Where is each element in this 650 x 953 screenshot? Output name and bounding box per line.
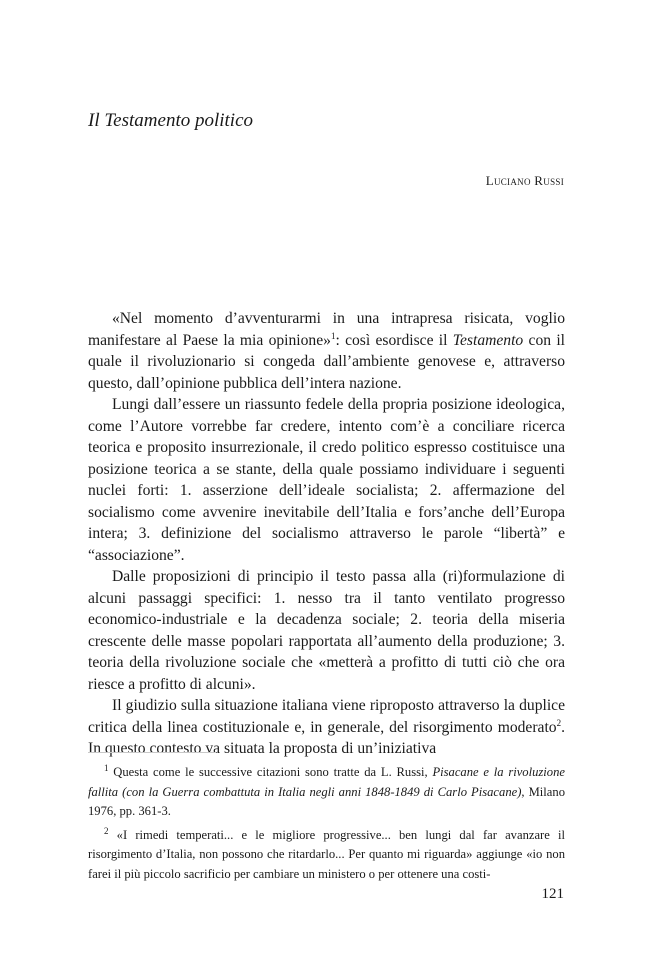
page-number: 121 xyxy=(541,886,564,902)
footnote-divider xyxy=(88,752,216,753)
footnote-ref: 2 xyxy=(556,717,562,728)
footnote: $^2$ «I rimedi temperati... e le migliore progressive... ben lungi dal far avanzare il risorgimento d’Italia, non possono che ritardarlo... Per quanto mi riguarda» aggiunge «io non farei il più piccolo sacrificio per cambiare un ministero o per ottenere una costi- xyxy=(88,825,565,881)
paragraph: Lungi dall’essere un riassunto fedele della propria posizione ideologica, come l’Autore vorrebbe far credere, intento com’è a conciliare ricerca teorica e proposito insurrezionale, il credo politico espresso costituisce una posizione teorica a se stante, della quale possiamo individuare i seguenti nuclei forti: 1. asserzione dell’ideale socialista; 2. affermazione del socialismo come avvenire inevitabile dell’Italia e fors’anche dell’Europa intera; 3. definizione del socialismo attraverso le parole “libertà” e “associazione”. xyxy=(88,396,565,564)
paragraph: Il giudizio sulla situazione italiana viene riproposto attraverso la duplice critica della linea costituzionale e, in generale, del risorgimento moderato$^2$. In questo contesto va situata la proposta di un’iniziativa xyxy=(88,697,565,757)
footnote-ref: 1 xyxy=(330,330,336,341)
footnotes xyxy=(88,763,565,888)
chapter-title: Il Testamento politico xyxy=(88,110,254,131)
paragraph: Dalle proposizioni di principio il testo passa alla (ri)formulazione di alcuni passaggi specifici: 1. nesso tra il tanto ventilato progresso economico-industriale e la decadenza sociale; 2. teoria della miseria crescente delle masse popolari rapportata all’aumento della produzione; 3. teoria della rivoluzione sociale che «metterà a profitto di tutti ciò che ora riesce a profitto di alcuni». xyxy=(88,568,565,693)
body-text xyxy=(88,308,565,760)
paragraph: «Nel momento d’avventurarmi in una intrapresa risicata, voglio manifestare al Paese la mia opinione»$^1$: così esordisce il Testamento con il quale il rivoluzionario si congeda dall’ambiente genovese e, attraverso questo, dall’opinione pubblica dell’intera nazione. xyxy=(88,310,565,392)
author-name: Luciano Russi xyxy=(485,173,564,188)
footnote: $^1$ Questa come le successive citazioni sono tratte da L. Russi, Pisacane e la rivoluzione fallita (con la Guerra combattuta in Italia negli anni 1848-1849 di Carlo Pisacane), Milano 1976, pp. 361-3. xyxy=(88,762,565,818)
